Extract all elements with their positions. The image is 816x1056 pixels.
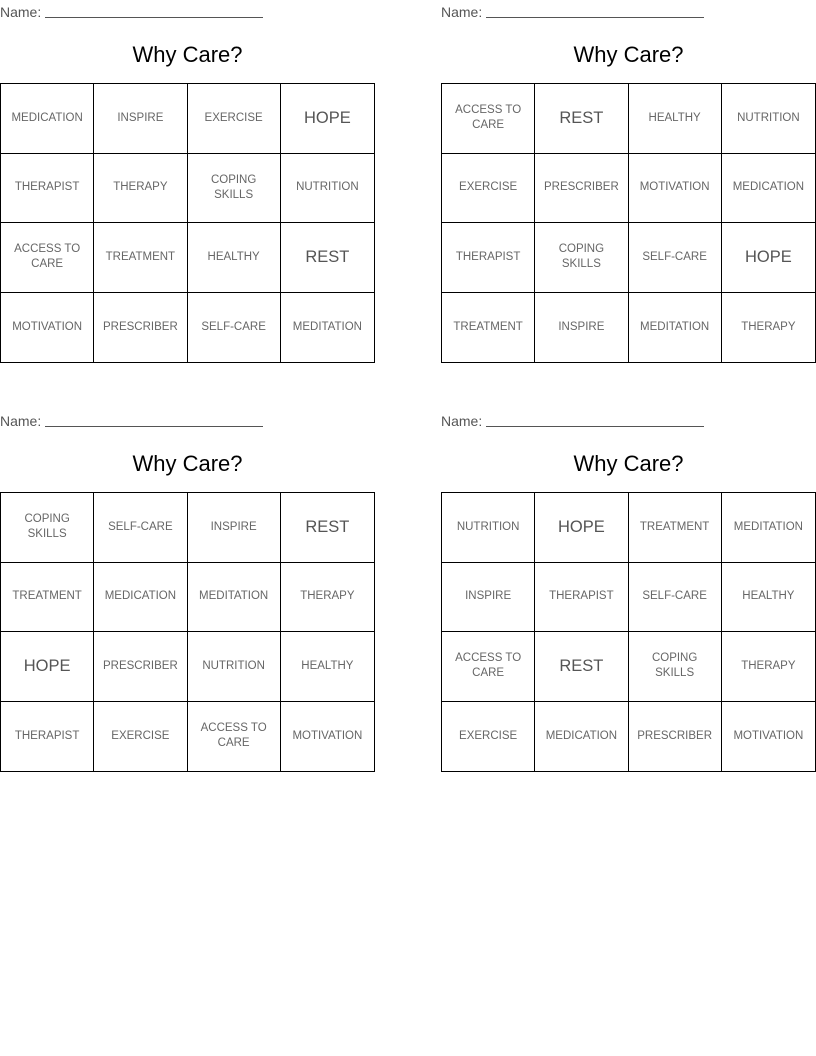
bingo-cell: ACCESS TO CARE (188, 702, 281, 772)
bingo-cell: COPING SKILLS (535, 223, 628, 293)
bingo-cell: MEDICATION (722, 154, 815, 224)
bingo-cell: TREATMENT (629, 493, 722, 563)
bingo-cell: MEDITATION (292, 320, 362, 333)
bingo-grid (441, 492, 816, 772)
name-label: Name: (0, 413, 42, 429)
bingo-grid (0, 492, 375, 772)
bingo-cell: MEDICATION (1, 84, 94, 154)
bingo-cell: THERAPY (281, 563, 374, 633)
bingo-cell: THERAPY (741, 320, 796, 333)
bingo-cell: ACCESS TO CARE (442, 632, 535, 702)
bingo-cell: HOPE (722, 223, 815, 293)
card-title: Why Care? (132, 42, 243, 67)
bingo-cell: HEALTHY (281, 632, 374, 702)
bingo-cell: REST (535, 632, 628, 702)
bingo-cell: MOTIVATION (1, 293, 94, 363)
bingo-cell: TREATMENT (442, 293, 535, 363)
bingo-cell: MEDITATION (629, 293, 722, 363)
bingo-cell: SELF-CARE (188, 293, 281, 363)
name-blank-line[interactable] (486, 3, 704, 18)
bingo-cell: REST (281, 493, 374, 563)
bingo-cell: HEALTHY (722, 563, 815, 633)
bingo-cell: HOPE (1, 632, 94, 702)
bingo-cell: NUTRITION (722, 84, 815, 154)
bingo-cell: PRESCRIBER (94, 632, 187, 702)
bingo-cell: HEALTHY (629, 84, 722, 154)
bingo-grid (0, 83, 375, 363)
bingo-cell: SELF-CARE (629, 563, 722, 633)
bingo-cell: PRESCRIBER (535, 154, 628, 224)
bingo-cell: EXERCISE (442, 154, 535, 224)
bingo-cell: REST (535, 84, 628, 154)
bingo-cell: NUTRITION (442, 493, 535, 563)
bingo-cell: THERAPIST (1, 702, 94, 772)
name-blank-line[interactable] (486, 412, 704, 427)
bingo-cell: MEDITATION (722, 493, 815, 563)
bingo-cell: MOTIVATION (292, 729, 363, 742)
name-label: Name: (441, 4, 483, 20)
bingo-cell: PRESCRIBER (629, 702, 722, 772)
name-blank-line[interactable] (45, 412, 263, 427)
bingo-cell: ACCESS TO CARE (1, 223, 94, 293)
bingo-cell: MEDITATION (188, 563, 281, 633)
bingo-cell: COPING SKILLS (629, 632, 722, 702)
bingo-cell: MOTIVATION (629, 154, 722, 224)
bingo-cell: EXERCISE (94, 702, 187, 772)
bingo-cell: EXERCISE (188, 84, 281, 154)
bingo-cell: HOPE (535, 493, 628, 563)
bingo-cell: REST (281, 223, 374, 293)
bingo-cell: INSPIRE (535, 293, 628, 363)
name-line (441, 2, 704, 20)
bingo-cell: PRESCRIBER (94, 293, 187, 363)
bingo-cell: THERAPY (722, 632, 815, 702)
bingo-cell: MEDICATION (535, 702, 628, 772)
name-line (0, 411, 263, 429)
bingo-cell: TREATMENT (94, 223, 187, 293)
bingo-cell: MOTIVATION (733, 729, 804, 742)
bingo-grid (441, 83, 816, 363)
bingo-cell: INSPIRE (442, 563, 535, 633)
bingo-cell: INSPIRE (188, 493, 281, 563)
card-title: Why Care? (573, 451, 684, 476)
name-label: Name: (441, 413, 483, 429)
bingo-cell: TREATMENT (1, 563, 94, 633)
bingo-cell: HEALTHY (188, 223, 281, 293)
name-line (441, 411, 704, 429)
bingo-cell: NUTRITION (281, 154, 374, 224)
bingo-cell: COPING SKILLS (188, 154, 281, 224)
bingo-cell: INSPIRE (94, 84, 187, 154)
bingo-cell: THERAPY (94, 154, 187, 224)
name-line (0, 2, 263, 20)
bingo-cell: COPING SKILLS (1, 493, 94, 563)
bingo-cell: EXERCISE (442, 702, 535, 772)
bingo-cell: THERAPIST (1, 154, 94, 224)
card-title: Why Care? (132, 451, 243, 476)
name-label: Name: (0, 4, 42, 20)
name-blank-line[interactable] (45, 3, 263, 18)
bingo-cell: HOPE (281, 84, 374, 154)
bingo-cell: THERAPIST (535, 563, 628, 633)
bingo-cell: THERAPIST (442, 223, 535, 293)
bingo-cell: SELF-CARE (94, 493, 187, 563)
bingo-cell: NUTRITION (188, 632, 281, 702)
bingo-cell: SELF-CARE (629, 223, 722, 293)
bingo-cell: ACCESS TO CARE (442, 84, 535, 154)
card-title: Why Care? (573, 42, 684, 67)
bingo-cell: MEDICATION (94, 563, 187, 633)
